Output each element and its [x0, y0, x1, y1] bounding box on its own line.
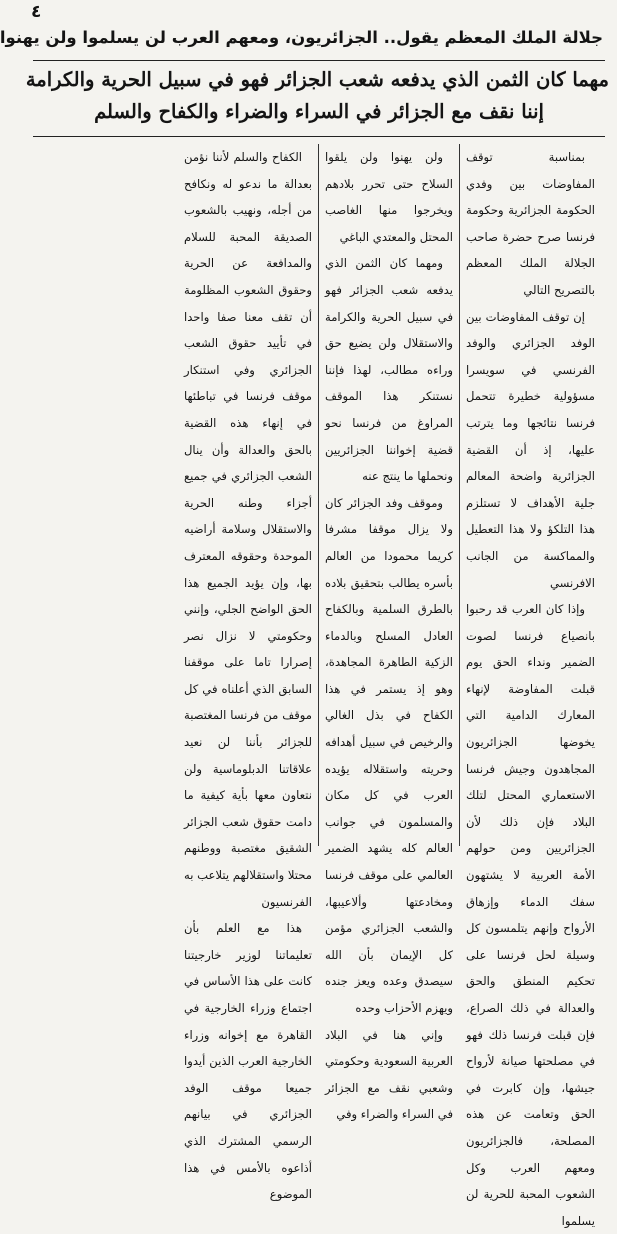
article-paragraph: وإذا كان العرب قد رحبوا بانصياع فرنسا لصوت الضمير ونداء الحق يوم قبلت المفاوضة لإنهاء المعارك الدامية التي يخوضها الجزائريون المجاهدون وجيش فرنسا الاستعماري المحتل لتلك البلاد فإن ذلك لأن الجزائريين ومن حولهم الأمة العربية لا يشتهون سفك الدماء وإزهاق الأرواح وإنهم يتلمسون كل وسيلة لحل فرنسا على تحكيم المنطق والحق والعدالة في ذلك الصراع، فإن قبلت فرنسا ذلك فهو في مصلحتها صيانة لأرواح جيشها، وإن كابرت في الحق وتعامت عن هذه المصلحة، فالجزائريون ومعهم العرب وكل الشعوب المحبة للحرية لن يسلموا	[466, 602, 595, 1228]
article-paragraph: الكفاح والسلم لأننا نؤمن بعدالة ما ندعو له ونكافح من أجله، ونهيب بالشعوب الصديقة المحبة للسلام والمدافعة عن الحرية وحقوق الشعوب المظلومة أن تقف معنا صفا واحدا في تأييد حقوق الشعب الجزائري وفي استنكار موقف فرنسا في تباطئها في إنهاء هذه القضية بالحق والعدالة وأن ينال الشعب الجزائري في جميع أجزاء وطنه الحرية والاستقلال وسلامة أراضيه الموحدة وحقوقه المعترف بها، وإن يؤيد الجميع هذا الحق الواضح الجلي، وإنني وحكومتي لا نزال نصر إصرارا تاما على موقفنا السابق الذي أعلناه في كل موقف من فرنسا المغتصبة للجزائر بأننا لن نعيد علاقاتنا الدبلوماسية ولن نتعاون معها بأية كيفية ما دامت حقوق شعب الجزائر الشقيق مغتصبة ووطنهم محتلا واستقلالهم يتلاعب به الفرنسيون	[184, 150, 312, 909]
article-paragraph: بمناسبة توقف المفاوضات بين وفدي الحكومة الجزائرية وحكومة فرنسا صرح حضرة صاحب الجلالة الملك المعظم بالتصريح التالي	[466, 150, 595, 297]
headline-sub: إننا نقف مع الجزائر في السراء والضراء والكفاح والسلم	[94, 100, 544, 123]
page-number: ٤	[31, 2, 42, 22]
article-paragraph: وإني هنا في البلاد العربية السعودية وحكومتي وشعبي نقف مع الجزائر في السراء والضراء وفي	[325, 1027, 453, 1122]
article-column-2	[319, 144, 460, 1122]
article-paragraph: وموقف وفد الجزائر كان ولا يزال موقفا مشرفا كريما محمودا من العالم بأسره يطالب بتحقيق بلاده بالطرق السلمية وبالكفاح العادل المسلح وبالدماء الزكية الطاهرة المجاهدة، وهو إذ يستمر في هذا الكفاح في بذل الغالي والرخيص في سبيل أهدافه وحريته واستقلاله يؤيده العرب في كل مكان والمسلمون في جوانب العالم كله يشهد الضمير العالمي على موقف فرنسا ومخادعتها وألاعيبها، والشعب الجزائري مؤمن كل الإيمان بأن الله سيصدق وعده ويعز جنده ويهزم الأحزاب وحده	[325, 495, 453, 1015]
article-column-3	[178, 144, 319, 1202]
article-columns	[37, 144, 601, 1228]
headline-main: مهما كان الثمن الذي يدفعه شعب الجزائر فهو في سبيل الحرية والكرامة	[25, 68, 609, 91]
article-paragraph: ولن يهنوا ولن يلقوا السلاح حتى تحرر بلادهم ويخرجوا منها الغاصب المحتل والمعتدي الباغي	[325, 150, 453, 244]
headline-rule-bottom	[33, 136, 605, 137]
article-paragraph: ومهما كان الثمن الذي يدفعه شعب الجزائر فهو في سبيل الحرية والكرامة والاستقلال ولن يضيع حق وراءه مطالب، لهذا فإننا نستنكر هذا الموقف المراوغ من فرنسا نحو قضية إخواننا الجزائريين ونحملها ما ينتج عنه	[325, 256, 453, 484]
article-column-1	[460, 144, 601, 1228]
headline-top: جلالة الملك المعظم يقول.. الجزائريون، ومعهم العرب لن يسلموا ولن يهنوا	[0, 28, 603, 47]
article-paragraph: هذا مع العلم بأن تعليماتنا لوزير خارجيتنا كانت على هذا الأساس في اجتماع وزراء الخارجية في القاهرة مع إخوانه وزراء الخارجية العرب الذين أيدوا جميعا موقف الوفد الجزائري في بيانهم الرسمي المشترك الذي أذاعوه بالأمس في هذا الموضوع	[184, 921, 312, 1202]
article-paragraph: إن توقف المفاوضات بين الوفد الجزائري والوفد الفرنسي في سويسرا مسؤولية خطيرة تتحمل فرنسا نتائجها وما يترتب عليها، إذ أن القضية الجزائرية واضحة المعالم جلية الأهداف لا تستلزم هذا التلكؤ ولا هذا التعطيل والمماكسة من الجانب الافرنسي	[466, 309, 595, 590]
headline-rule-top	[33, 60, 605, 61]
